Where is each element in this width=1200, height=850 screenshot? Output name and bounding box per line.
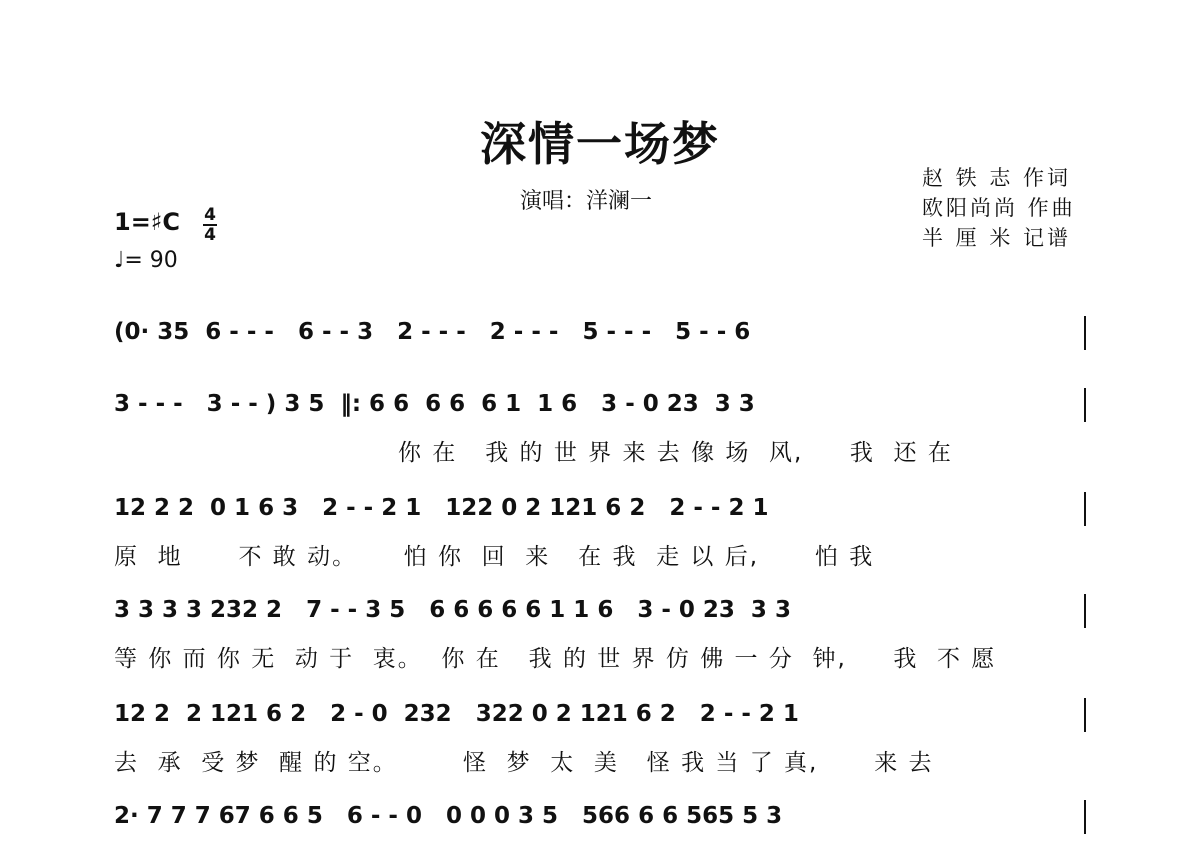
lyric-line: 你 在 我 的 世 界 来 去 像 场 风, 我 还 在: [398, 440, 953, 466]
bar-line: [1084, 388, 1086, 422]
lyricist-credit: 赵 铁 志 作词: [922, 166, 1072, 190]
notation-line: 12 2 2 121 6 2 2 - 0 232 322 0 2 121 6 2 2 - - 2 1: [114, 701, 799, 727]
composer-credit: 欧阳尚尚 作曲: [922, 196, 1076, 220]
score-row-4: [0, 584, 1200, 636]
lyric-line: 原 地 不 敢 动。 怕 你 回 来 在 我 走 以 后, 怕 我: [114, 544, 875, 570]
score-row-1: [0, 306, 1200, 358]
notation-line: 12 2 2 0 1 6 3 2 - - 2 1 122 0 2 121 6 2 2 - - 2 1: [114, 495, 769, 521]
notation-line: 3 - - - 3 - - ) 3 5 ‖: 6 6 6 6 6 1 1 6 3 - 0 23 3 3: [114, 391, 755, 417]
score-row-3: [0, 482, 1200, 534]
time-signature: [203, 206, 217, 244]
bar-line: [1084, 800, 1086, 834]
score-row-5: [0, 688, 1200, 740]
notation-line: 3 3 3 3 232 2 7 - - 3 5 6 6 6 6 6 1 1 6 3 - 0 23 3 3: [114, 597, 791, 623]
score-row-2: [0, 378, 1200, 430]
lyric-line: 去 承 受 梦 醒 的 空。 怪 梦 太 美 怪 我 当 了 真, 来 去: [114, 750, 934, 776]
singer-credit: 演唱：洋澜一: [520, 189, 653, 214]
bar-line: [1084, 316, 1086, 350]
key-signature: 1=♯C: [114, 208, 181, 236]
bar-line: [1084, 492, 1086, 526]
lyric-line: 等 你 而 你 无 动 于 衷。 你 在 我 的 世 界 仿 佛 一 分 钟, 我 不 愿: [114, 646, 997, 672]
bar-line: [1084, 698, 1086, 732]
time-signature-bottom: 4: [204, 225, 216, 245]
score-row-6: [0, 790, 1200, 842]
bar-line: [1084, 594, 1086, 628]
song-title: 深情一场梦: [480, 117, 720, 171]
notation-line: 2· 7 7 7 67 6 6 5 6 - - 0 0 0 0 3 5 566 6 6 565 5 3: [114, 803, 783, 829]
time-signature-top: 4: [204, 205, 216, 225]
transcriber-credit: 半 厘 米 记谱: [922, 226, 1072, 250]
tempo-marking: ♩= 90: [114, 248, 178, 273]
notation-line: (0· 35 6 - - - 6 - - 3 2 - - - 2 - - - 5 - - - 5 - - 6: [114, 319, 751, 345]
